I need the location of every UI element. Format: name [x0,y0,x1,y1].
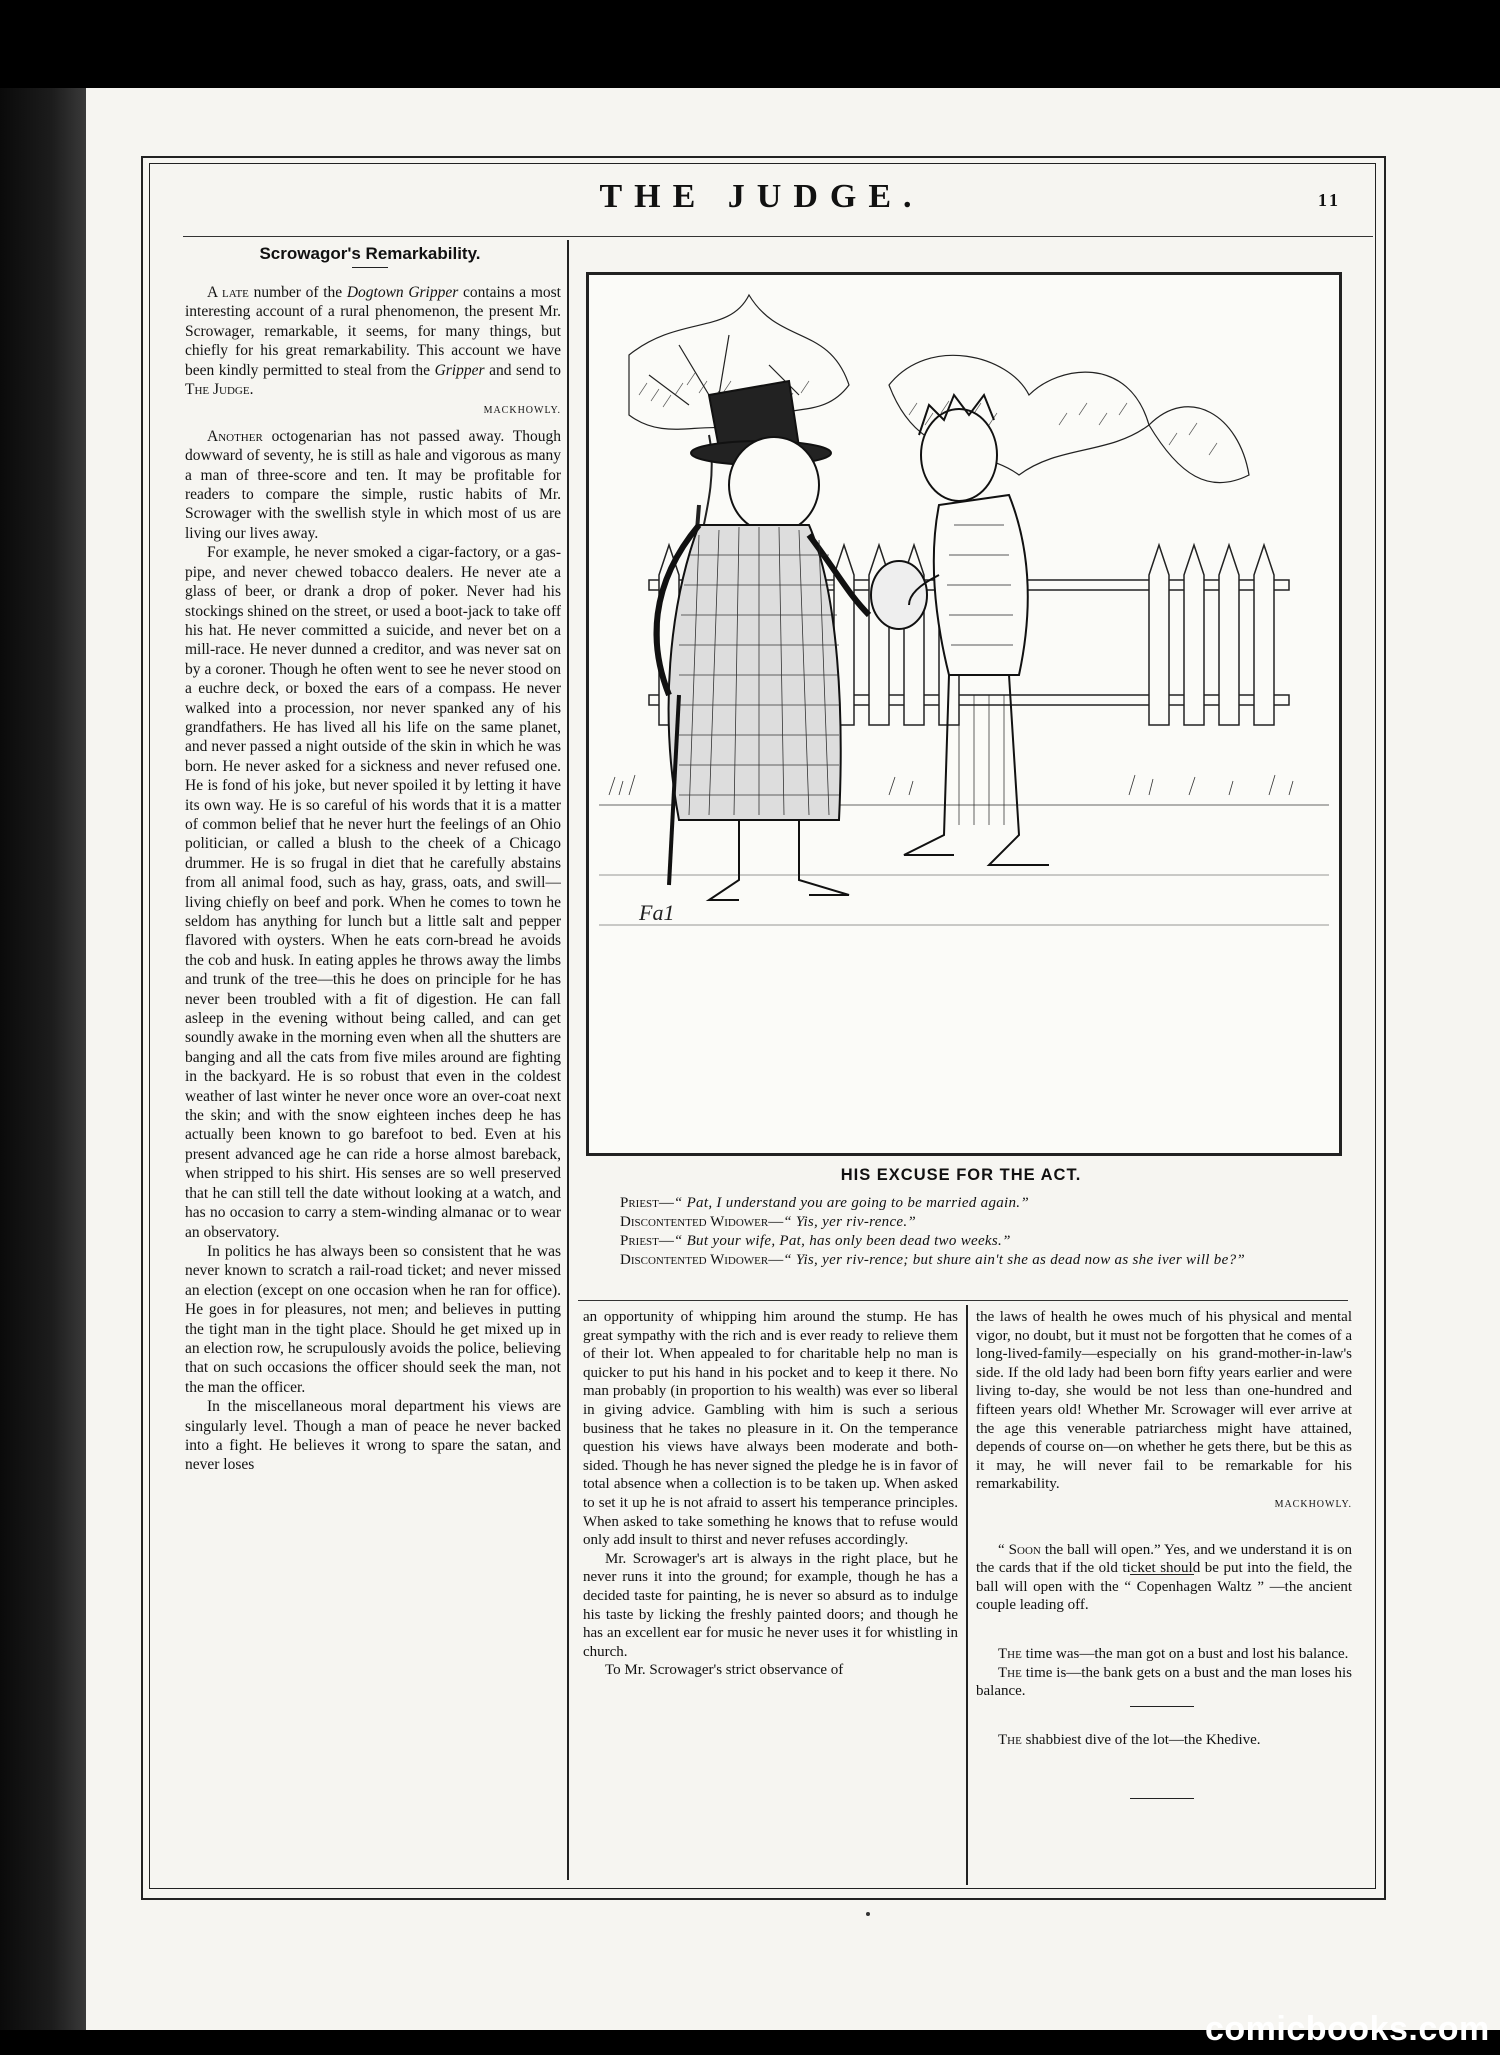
judge-name: The Judge. [185,381,254,399]
filler-4-text: shabbiest dive of the lot—the Khedive. [1021,1731,1261,1748]
site-watermark: comicbooks.com [1205,2010,1490,2048]
paragraph-4: In the miscellaneous moral department his views are singularly level. Though a man of peace he never backed into a fight. He believes it wrong to spare the satan, and never loses [185,1398,561,1474]
paragraph-3: In politics he has always been so consistent that he was never known to scratch a rail-road ticket; and never missed an election (except on one occasion when he ran for office). He goes in for pleasures, not men; and believes in putting the tight man in the tight place. Should he get mixed up in an election row, he scrupulously avoids the police, believing that on such occasions the officer should seek the man, not the man the officer. [185,1242,561,1396]
headline-rule [352,267,388,268]
publication-name: Dogtown Gripper [346,284,459,301]
cartoon-illustration [586,272,1342,1156]
paragraph-1 [185,427,561,543]
intro-text-2: contains a most interesting account of a rural phenomenon, the present Mr. Scrowager, remarkable, it seems, for many things, but chiefly for his great remarkability. This account we have been kindly permitted to steal from the [185,284,561,379]
page-number: 11 [1318,190,1342,210]
filler-3-lead: The [998,1664,1022,1681]
filler-4 [976,1731,1352,1750]
publication-short: Gripper [434,361,485,379]
column-rule-left [567,240,569,1880]
intro-text-1: number of the [248,284,347,301]
masthead-rule [183,236,1373,237]
filler-spacer [976,1515,1352,1541]
paragraph-6: Mr. Scrowager's art is always in the right place, but he never runs it into the ground; for example, though he has a decided taste for painting, he is never so absurd as to indulge his taste by licking the freshly painted doors; and though he has an excellent ear for music he never uses it for whistling in church. [583,1550,958,1660]
dialog-speaker: Discontented Widower [620,1214,769,1230]
article-headline: Scrowagor's Remarkability. [259,244,481,263]
paragraph-5: an opportunity of whipping him around the stump. He has great sympathy with the rich and is ever ready to relieve them of their lot. When appealed to for charitable help no man is quicker to put his hand in his pocket and to keep it there. No man probably (in proportion to his wealth) was ever so liberal in giving advice. Gambling with him is such a serious business that he takes no pleasure in it. On the temperance question his views have always been moderate and both-sided. Though he has never signed the pledge he is in favor of total absence when a collection is to be taken up. When asked to set it up he is not afraid to assert his temperance principles. When asked to take something he knows that to refuse would only add insult to thirst and never refuses accordingly. [583,1309,958,1549]
dialog-line-4: Discontented Widower—“ Yis, yer riv-rence; but shure ain't she as dead now as she iver will be?” [620,1252,1246,1268]
filler-2 [976,1645,1352,1664]
scan-top-border [0,0,1500,88]
filler-1-lead: “ Soon [998,1541,1041,1558]
dialog-text: “ Pat, I understand you are going to be married again.” [673,1195,1030,1211]
dialog-line-1: Priest—“ Pat, I understand you are going to be married again.” [620,1195,1030,1211]
filler-divider-3 [1130,1798,1194,1799]
intro-text-3: and send to [484,361,561,379]
article-signature: MACKHOWLY. [1274,1498,1352,1510]
dialog-text: “ Yis, yer riv-rence.” [783,1214,917,1230]
filler-3-text: time is—the bank gets on a bust and the man loses his balance. [976,1664,1352,1700]
filler-spacer [976,1615,1352,1645]
cartoon-dialog [586,1194,1356,1270]
intro-signature: MACKHOWLY. [483,405,561,417]
filler-1-text: the ball will open.” Yes, and we understand it is on the cards that if the old ticket should be put into the field, the ball will open with the “ Copenhagen Waltz ” —the ancient couple leading off. [976,1541,1352,1614]
paragraph-1-lead: Another [207,427,263,445]
masthead-title: THE JUDGE. [599,178,924,215]
dialog-line-3: Priest—“ But your wife, Pat, has only been dead two weeks.” [620,1233,1011,1249]
dialog-speaker: Priest [620,1233,659,1249]
caption-rule [578,1300,1348,1301]
page-mark [866,1912,870,1916]
dialog-text: “ But your wife, Pat, has only been dead two weeks.” [673,1233,1011,1249]
article-intro [185,283,561,399]
column-rule-right [966,1305,968,1885]
intro-lead: A late [207,284,249,301]
filler-4-lead: The [998,1731,1022,1748]
filler-2-text: time was—the man got on a bust and lost his balance. [1021,1645,1349,1662]
paragraph-2: For example, he never smoked a cigar-factory, or a gas-pipe, and never chewed tobacco dealers. He never ate a glass of beer, or drank a drop of poker. Never had his stockings shined on the street, or used a boot-jack to take off his hat. He never committed a suicide, and never bet on a mill-race. He never dunned a creditor, and was never sat on by a coroner. Though he often went to see he never stood on a euchre deck, or boxed the ears of a compass. He never walked into a procession, nor never spanked any of his grandfathers. He has lived all his life on the same planet, and never passed a night outside of the skin in which he was born. He never asked for a sickness and never refused one. He is fond of his joke, but never spoiled it by letting it have its own way. He is so careful of his words that it is a matter of common belief that he never hurt the feelings of an Ohio politician, or called a blush to the cheek of a Chicago drummer. He is so frugal in diet that he carefully abstains from all animal food, such as hay, grass, oats, and swill—living chiefly on beef and pork. When he comes to town he seldom has anything for lunch but a little salt and pepper flavored with oysters. When he eats corn-bread he avoids the cob and husk. In eating apples he throws away the limbs and trunk of the tree—this he does on principle for he has never been troubled with a fit of digestion. He can fall asleep in the evening without being called, and can get soundly awake in the morning even when all the shutters are banging and all the cats from five miles around are fighting in the backyard. He is so robust that even in the coldest weather of last winter he never once wore an over-coat next the skin; and with the snow eighteen inches deep he has actually been known to go barefoot to bed. Even at his present advanced age he can ride a horse almost bareback, when stripped to his shirt. His senses are so well preserved that he can still tell the date without looking at a watch, and has no occasion to carry a stem-winding almanac or to wear an observatory. [185,544,561,1241]
dialog-speaker: Discontented Widower [620,1252,769,1268]
dialog-line-2: Discontented Widower—“ Yis, yer riv-rence.” [620,1214,917,1230]
artist-signature: Fa1 [639,900,675,925]
cartoon-drawing [589,275,1339,1153]
article-column-2 [583,1308,958,1868]
article-column-3 [976,1308,1352,1883]
scan-left-border [0,88,86,2030]
filler-divider-2 [1130,1706,1194,1707]
paragraph-1-text: octogenarian has not passed away. Though dowward of seventy, he is still as hale and vigorous as many a man of three-score and ten. It may be profitable for readers to compare the simple, rustic habits of Mr. Scrowager with the swellish style in which most of us are living our lives away. [185,427,561,542]
paragraph-7: To Mr. Scrowager's strict observance of [605,1662,844,1679]
dialog-speaker: Priest [620,1195,659,1211]
article-column-1 [185,283,561,1863]
filler-2-lead: The [998,1645,1022,1662]
filler-1 [976,1541,1352,1615]
paragraph-8: the laws of health he owes much of his physical and mental vigor, no doubt, but it must not be forgotten that he comes of a long-lived-family—especially on his grand-mother-in-law's side. If the old lady had been born fifty years earlier and were living to-day, she would be not less than one-hundred and fifteen years old! Whether Mr. Scrowager will ever arrive at the age this venerable patriarchess might have attained, depends of course on—on whether he gets there, but be this as it may, he will never fail to be remarkable for his remarkability. [976,1309,1352,1493]
filler-divider-1 [1130,1574,1194,1575]
cartoon-title: HIS EXCUSE FOR THE ACT. [840,1166,1082,1184]
dialog-text: “ Yis, yer riv-rence; but shure ain't she as dead now as she iver will be?” [783,1252,1246,1268]
filler-3 [976,1664,1352,1701]
